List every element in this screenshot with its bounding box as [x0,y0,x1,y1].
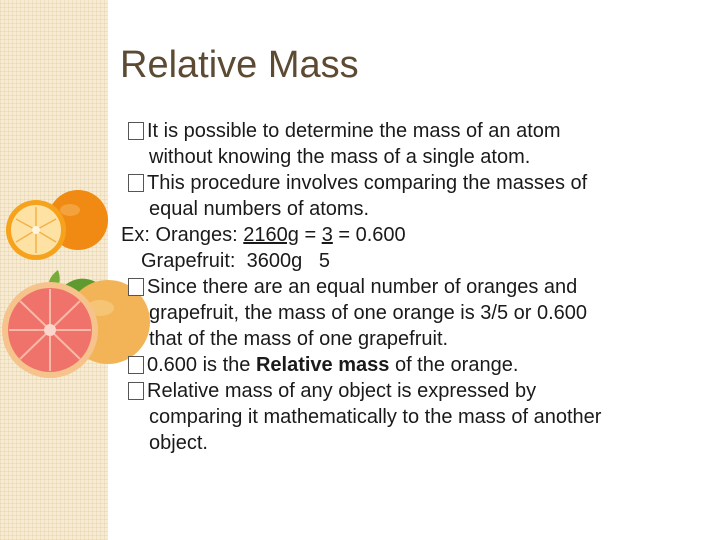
bullet-marker-icon [128,382,144,400]
bullet-2: This procedure involves comparing the masses of [128,170,708,196]
bullet-marker-icon [128,278,144,296]
example-line-oranges: Ex: Oranges: 2160g = 3 = 0.600 [121,224,406,246]
bullet-5: Relative mass of any object is expressed by [128,378,708,404]
bullet-marker-icon [128,356,144,374]
oranges-mass: 2160g [243,224,299,246]
bullet-marker-icon [128,174,144,192]
bullet-2-continuation: equal numbers of atoms. [149,198,370,220]
bullet-3: Since there are an equal number of oranges and [128,274,708,300]
bullet-5-continuation: comparing it mathematically to the mass of another [149,406,602,428]
bullet-3-continuation: grapefruit, the mass of one orange is 3/5 or 0.600 [149,302,588,324]
oranges-count: 3 [321,224,333,246]
relative-mass-term: Relative mass [255,354,390,376]
bullet-1: It is possible to determine the mass of an atom [128,118,708,144]
bullet-1-continuation: without knowing the mass of a single atom. [149,146,531,168]
example-line-grapefruit: Grapefruit: 3600g 5 [141,250,331,272]
bullet-4: 0.600 is the Relative mass of the orange. [128,352,708,378]
bullet-3-continuation: that of the mass of one grapefruit. [149,328,449,350]
slide-body [121,118,708,456]
slide-title: Relative Mass [120,44,359,86]
bullet-5-continuation: object. [149,432,208,454]
bullet-marker-icon [128,122,144,140]
